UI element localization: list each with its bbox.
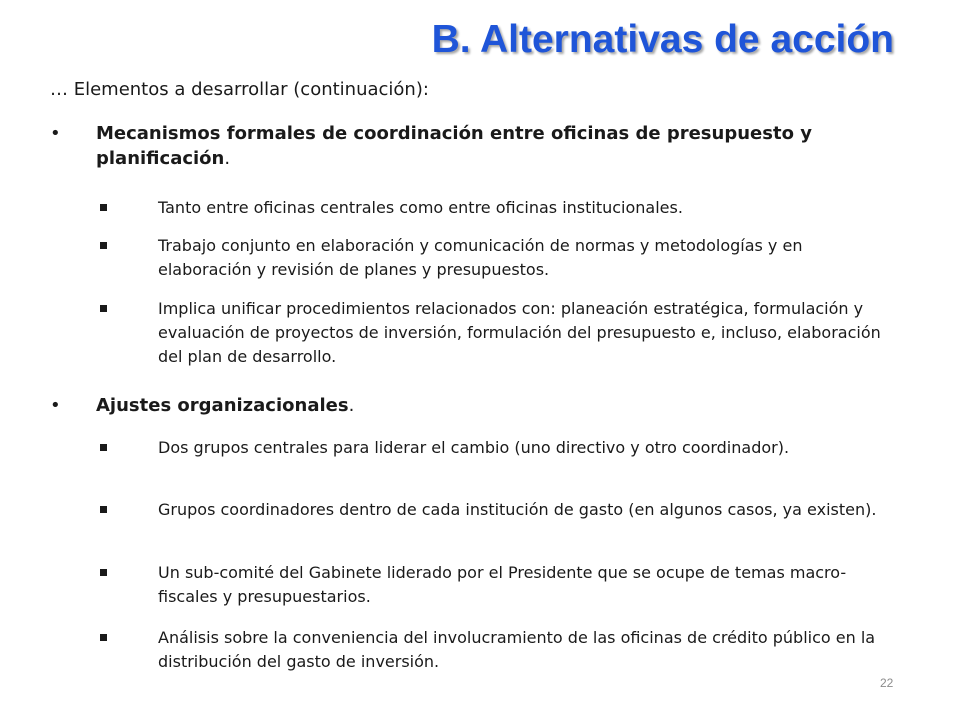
list-item-text: Tanto entre oficinas centrales como entre oficinas institucionales. xyxy=(158,198,683,217)
list-item xyxy=(100,498,900,522)
section-heading-bold: Ajustes organizacionales xyxy=(96,395,349,416)
square-bullet-icon xyxy=(100,305,107,312)
list-item xyxy=(100,297,900,369)
square-bullet-icon xyxy=(100,506,107,513)
list-item-text: Análisis sobre la conveniencia del involucramiento de las oficinas de crédito público en la distribución del gasto de inversión. xyxy=(158,628,876,671)
square-bullet-icon xyxy=(100,242,107,249)
list-item xyxy=(100,626,900,674)
list-item xyxy=(100,234,900,282)
section-bullet-coordination xyxy=(50,121,880,171)
section-heading-bold: Mecanismos formales de coordinación entre oficinas de presupuesto y planificación xyxy=(96,123,812,169)
section-heading-end: . xyxy=(224,148,231,169)
slide-title: B. Alternativas de acción xyxy=(431,18,894,61)
list-item-text: Implica unificar procedimientos relacionados con: planeación estratégica, formulación y evaluación de proyectos de inversión, formulación del presupuesto e, incluso, elaboración del plan de desarrollo. xyxy=(158,299,881,366)
list-item xyxy=(100,196,900,220)
list-item-text: Trabajo conjunto en elaboración y comunicación de normas y metodologías y en elaboración y revisión de planes y presupuestos. xyxy=(158,236,803,279)
square-bullet-icon xyxy=(100,569,107,576)
page-number: 22 xyxy=(880,676,894,690)
bullet-dot-icon: • xyxy=(50,123,61,144)
list-item-text: Grupos coordinadores dentro de cada institución de gasto (en algunos casos, ya existen). xyxy=(158,500,877,519)
list-item xyxy=(100,436,900,460)
list-item xyxy=(100,561,900,609)
section-heading-end: . xyxy=(348,395,355,416)
bullet-dot-icon: • xyxy=(50,395,61,416)
square-bullet-icon xyxy=(100,444,107,451)
square-bullet-icon xyxy=(100,634,107,641)
square-bullet-icon xyxy=(100,204,107,211)
slide-subtitle: … Elementos a desarrollar (continuación): xyxy=(50,79,429,100)
section-heading xyxy=(96,393,880,418)
list-item-text: Dos grupos centrales para liderar el cambio (uno directivo y otro coordinador). xyxy=(158,438,790,457)
section-heading xyxy=(96,121,880,171)
list-item-text: Un sub-comité del Gabinete liderado por el Presidente que se ocupe de temas macro-fiscales y presupuestarios. xyxy=(158,563,847,606)
section-bullet-organizational xyxy=(50,393,880,418)
